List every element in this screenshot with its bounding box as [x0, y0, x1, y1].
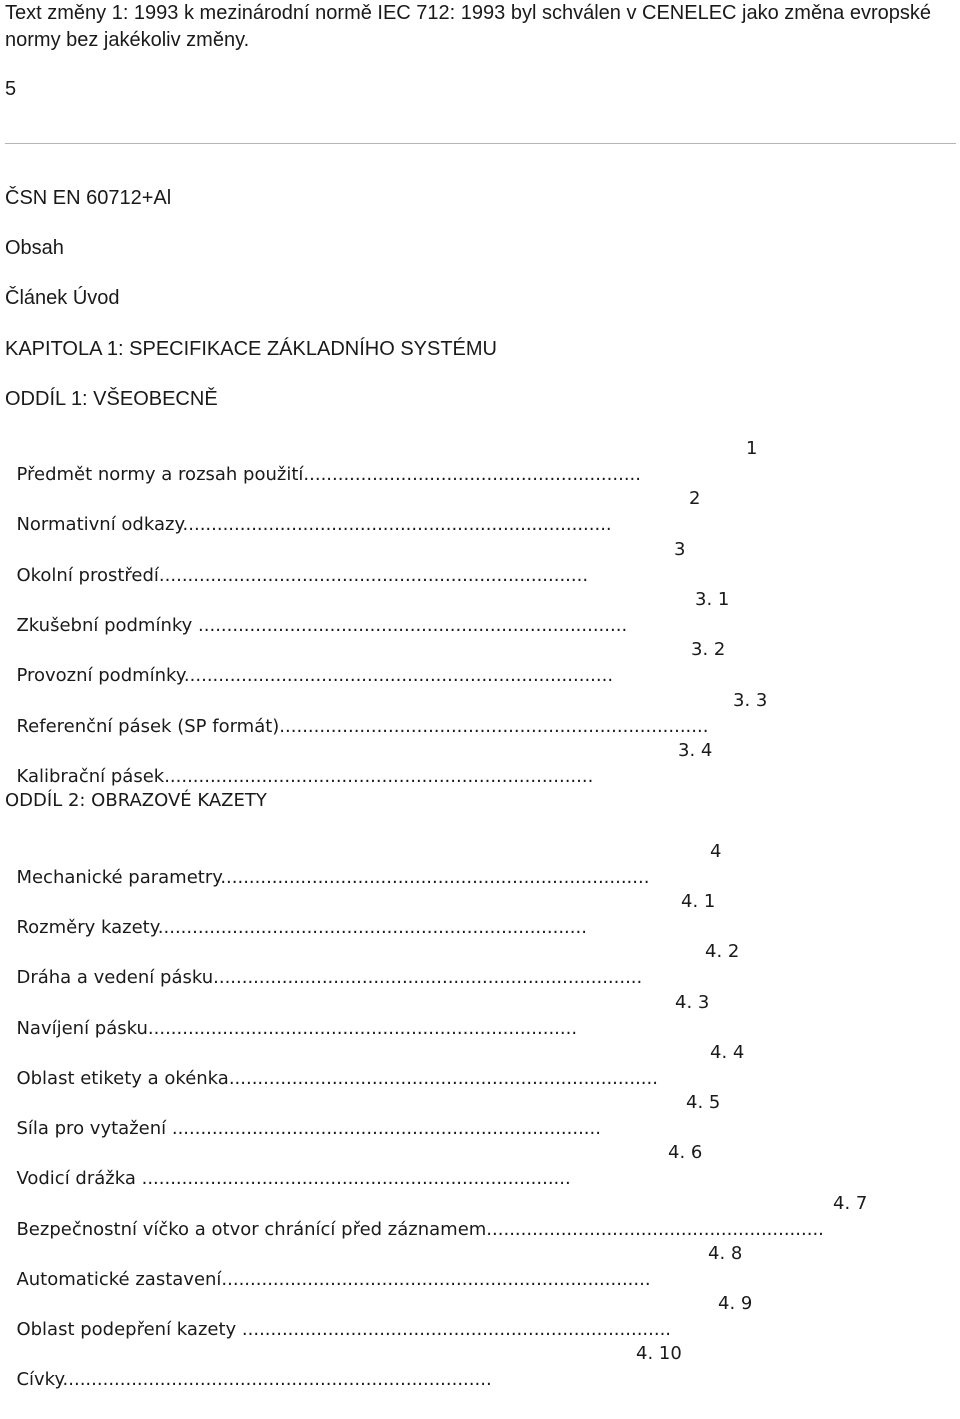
- page-number: 5: [5, 78, 17, 100]
- toc-entry-title: Okolní prostředí...........................................................................: [16, 565, 589, 586]
- toc-entry: [5, 637, 726, 686]
- toc-entry-number: 4. 3: [675, 992, 710, 1013]
- toc-entry-number: 2: [689, 488, 701, 509]
- toc-entry-title: Provozní podmínky...........................................................................: [16, 665, 614, 686]
- toc-entry-title: Rozměry kazety...........................................................................: [16, 917, 587, 938]
- chapter-heading: KAPITOLA 1: SPECIFIKACE ZÁKLADNÍHO SYSTÉMU: [5, 338, 497, 360]
- toc-entry-number: 4. 2: [705, 941, 740, 962]
- toc-entry-title: Referenční pásek (SP formát)...........................................................................: [16, 716, 709, 737]
- toc-entry: [5, 1090, 721, 1139]
- toc-entry-number: 4. 1: [681, 891, 716, 912]
- toc-entry-title: Mechanické parametry...........................................................................: [16, 867, 650, 888]
- toc-entry-number: 3. 2: [691, 639, 726, 660]
- toc-entry-title: Cívky...........................................................................: [16, 1369, 492, 1390]
- toc-entry-number: 3: [674, 539, 686, 560]
- toc-entry: [5, 1191, 868, 1240]
- toc-entry-number: 1: [746, 438, 758, 459]
- toc-entry: [5, 990, 710, 1039]
- toc-entry: [5, 1241, 743, 1290]
- toc-entry: [5, 939, 740, 988]
- divider: [5, 143, 956, 144]
- toc-entry-number: 4. 8: [708, 1243, 743, 1264]
- toc-entry: [5, 1040, 745, 1089]
- toc-entry: [5, 486, 701, 535]
- toc-entry-title: Normativní odkazy...........................................................................: [16, 514, 612, 535]
- toc-entry-number: 3. 1: [695, 589, 730, 610]
- toc-entry-title: Vodicí drážka ...........................................................................: [16, 1168, 571, 1189]
- toc-entry: [5, 1341, 682, 1390]
- toc-entry-number: 3. 4: [678, 740, 713, 761]
- toc-entry-title: Síla pro vytažení ...........................................................................: [16, 1118, 601, 1139]
- toc-entry-number: 3. 3: [733, 690, 768, 711]
- section-heading: ODDÍL 1: VŠEOBECNĚ: [5, 388, 218, 410]
- toc-entry: [5, 436, 758, 485]
- toc-entry-title: Bezpečnostní víčko a otvor chránící před záznamem...........................................................: [16, 1219, 824, 1240]
- toc-entry-number: 4. 5: [686, 1092, 721, 1113]
- toc-entry: [5, 587, 730, 636]
- toc-entry: [5, 889, 716, 938]
- toc-entry: [5, 1140, 703, 1189]
- toc-entry-number: 4: [710, 841, 722, 862]
- toc-entry-title: Oblast etikety a okénka...........................................................................: [16, 1068, 658, 1089]
- toc-entry-number: 4. 7: [833, 1193, 868, 1214]
- contents-title: Obsah: [5, 237, 64, 259]
- toc-entry-title: Dráha a vedení pásku...........................................................................: [16, 967, 643, 988]
- toc-entry: [5, 537, 686, 586]
- toc-entry: [5, 738, 713, 787]
- toc-entry-title: Kalibrační pásek...........................................................................: [16, 766, 594, 787]
- section-heading: ODDÍL 2: OBRAZOVÉ KAZETY: [5, 790, 267, 811]
- toc-entry-title: Automatické zastavení...........................................................................: [16, 1269, 651, 1290]
- toc-entry-title: Navíjení pásku...........................................................................: [16, 1018, 578, 1039]
- toc-entry-number: 4. 4: [710, 1042, 745, 1063]
- toc-entry-title: Předmět normy a rozsah použití...........................................................: [16, 464, 641, 485]
- toc-entry: [5, 688, 768, 737]
- toc-entry-title: Oblast podepření kazety ...........................................................................: [16, 1319, 672, 1340]
- toc-entry-number: 4. 9: [718, 1293, 753, 1314]
- toc-entry-title: Zkušební podmínky ...........................................................................: [16, 615, 628, 636]
- toc-entry-number: 4. 6: [668, 1142, 703, 1163]
- standard-designation: ČSN EN 60712+Al: [5, 187, 172, 209]
- intro-paragraph: Text změny 1: 1993 k mezinárodní normě IEC 712: 1993 byl schválen v CENELEC jako změna evropské normy bez jakékoliv změny.: [5, 2, 932, 51]
- toc-entry-number: 4. 10: [636, 1343, 682, 1364]
- article-intro-heading: Článek Úvod: [5, 287, 120, 309]
- toc-entry: [5, 1291, 753, 1340]
- toc-entry: [5, 839, 722, 888]
